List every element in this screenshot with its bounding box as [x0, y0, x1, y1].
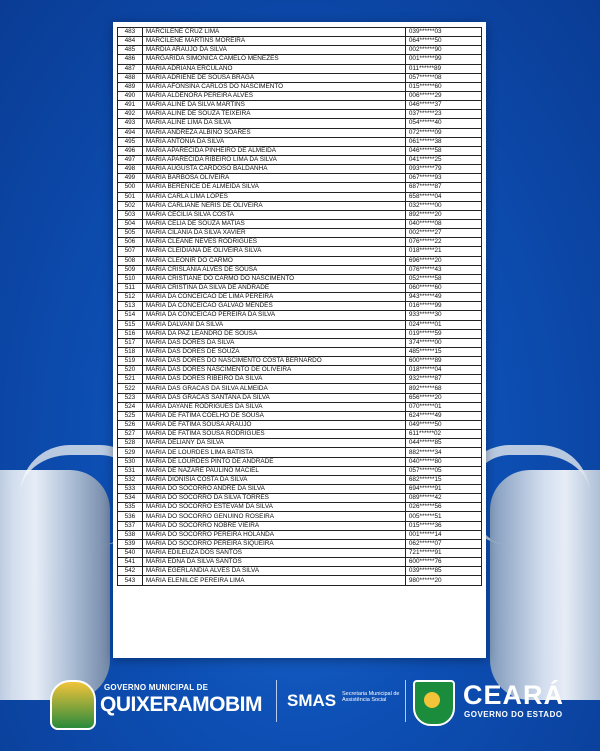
- row-number: 543: [118, 576, 143, 585]
- beneficiary-name: MARIA AFONSINA CARLOS DO NASCIMENTO: [142, 82, 405, 91]
- masked-cpf: 054******40: [405, 119, 481, 128]
- table-row: [118, 293, 482, 302]
- table-row: [118, 192, 482, 201]
- row-number: 513: [118, 302, 143, 311]
- masked-cpf: 611******02: [405, 430, 481, 439]
- table-row: [118, 155, 482, 164]
- row-number: 496: [118, 146, 143, 155]
- row-number: 512: [118, 293, 143, 302]
- row-number: 519: [118, 357, 143, 366]
- masked-cpf: 002******90: [405, 46, 481, 55]
- table-row: [118, 512, 482, 521]
- row-number: 502: [118, 201, 143, 210]
- table-row: [118, 521, 482, 530]
- row-number: 542: [118, 567, 143, 576]
- beneficiary-name: MARIA APARECIDA PINHEIRO DE ALMEIDA: [142, 146, 405, 155]
- row-number: 492: [118, 110, 143, 119]
- row-number: 524: [118, 402, 143, 411]
- beneficiary-name: MARIA ANDREZA ALBINO SOARES: [142, 128, 405, 137]
- masked-cpf: 057******05: [405, 466, 481, 475]
- masked-cpf: 002******27: [405, 229, 481, 238]
- table-row: [118, 247, 482, 256]
- masked-cpf: 001******14: [405, 530, 481, 539]
- table-row: [118, 448, 482, 457]
- beneficiary-name: MARIA DE NAZARE PAULINO MACIEL: [142, 466, 405, 475]
- masked-cpf: 932******87: [405, 375, 481, 384]
- row-number: 486: [118, 55, 143, 64]
- row-number: 515: [118, 320, 143, 329]
- masked-cpf: 057******08: [405, 73, 481, 82]
- beneficiary-name: MARIA DAS DORES NASCIMENTO DE OLIVEIRA: [142, 366, 405, 375]
- row-number: 520: [118, 366, 143, 375]
- table-row: [118, 229, 482, 238]
- row-number: 523: [118, 393, 143, 402]
- table-row: [118, 55, 482, 64]
- row-number: 517: [118, 338, 143, 347]
- beneficiary-name: MARIA CELIA DE SOUZA MATIAS: [142, 219, 405, 228]
- ceara-state-emblem-icon: [413, 680, 455, 726]
- masked-cpf: 044******85: [405, 439, 481, 448]
- table-row: [118, 503, 482, 512]
- beneficiary-name: MARIA CRISTIANE DO CARMO DO NASCIMENTO: [142, 274, 405, 283]
- row-number: 521: [118, 375, 143, 384]
- row-number: 493: [118, 119, 143, 128]
- masked-cpf: 018******21: [405, 247, 481, 256]
- table-row: [118, 210, 482, 219]
- table-row: [118, 338, 482, 347]
- row-number: 535: [118, 503, 143, 512]
- beneficiary-name: MARIA ALDENORA PEREIRA ALVES: [142, 91, 405, 100]
- row-number: 534: [118, 494, 143, 503]
- beneficiary-name: MARIA DE FATIMA SOUSA ARAUJO: [142, 421, 405, 430]
- beneficiary-name: MARIA CLEONIR DO CARMO: [142, 256, 405, 265]
- row-number: 514: [118, 311, 143, 320]
- table-row: [118, 457, 482, 466]
- masked-cpf: 039******03: [405, 28, 481, 37]
- row-number: 501: [118, 192, 143, 201]
- row-number: 539: [118, 539, 143, 548]
- beneficiary-name: MARIA DO SOCORRO NOBRE VIEIRA: [142, 521, 405, 530]
- masked-cpf: 485******15: [405, 347, 481, 356]
- masked-cpf: 061******38: [405, 137, 481, 146]
- masked-cpf: 687******87: [405, 183, 481, 192]
- masked-cpf: 067******93: [405, 174, 481, 183]
- masked-cpf: 019******59: [405, 329, 481, 338]
- smas-subtitle: Secretaria Municipal de Assistência Social: [342, 691, 400, 703]
- table-row: [118, 485, 482, 494]
- row-number: 504: [118, 219, 143, 228]
- table-row: [118, 302, 482, 311]
- masked-cpf: 052******58: [405, 274, 481, 283]
- beneficiary-name: MARCILENE MARTINS MOREIRA: [142, 37, 405, 46]
- row-number: 484: [118, 37, 143, 46]
- table-row: [118, 311, 482, 320]
- masked-cpf: 046******58: [405, 146, 481, 155]
- table-row: [118, 219, 482, 228]
- table-row: [118, 430, 482, 439]
- table-row: [118, 539, 482, 548]
- masked-cpf: 624******49: [405, 411, 481, 420]
- table-row: [118, 357, 482, 366]
- masked-cpf: 882******34: [405, 448, 481, 457]
- table-row: [118, 256, 482, 265]
- masked-cpf: 024******01: [405, 320, 481, 329]
- masked-cpf: 032******00: [405, 201, 481, 210]
- masked-cpf: 656******20: [405, 393, 481, 402]
- masked-cpf: 694******91: [405, 485, 481, 494]
- footer: [0, 672, 600, 751]
- table-row: [118, 183, 482, 192]
- masked-cpf: 658******04: [405, 192, 481, 201]
- row-number: 508: [118, 256, 143, 265]
- row-number: 491: [118, 101, 143, 110]
- beneficiary-list-sheet: [113, 22, 486, 658]
- beneficiary-name: MARIA DE FATIMA SOUSA RODRIGUES: [142, 430, 405, 439]
- row-number: 528: [118, 439, 143, 448]
- table-row: [118, 64, 482, 73]
- row-number: 489: [118, 82, 143, 91]
- table-row: [118, 475, 482, 484]
- table-row: [118, 146, 482, 155]
- masked-cpf: 039******85: [405, 567, 481, 576]
- table-row: [118, 375, 482, 384]
- table-row: [118, 265, 482, 274]
- table-row: [118, 28, 482, 37]
- row-number: 527: [118, 430, 143, 439]
- masked-cpf: 933******30: [405, 311, 481, 320]
- beneficiary-name: MARIA DIONISIA COSTA DA SILVA: [142, 475, 405, 484]
- row-number: 510: [118, 274, 143, 283]
- masked-cpf: 015******36: [405, 521, 481, 530]
- beneficiary-name: MARIA DAS GRACAS DA SILVA ALMEIDA: [142, 384, 405, 393]
- row-number: 533: [118, 485, 143, 494]
- ceara-logo-text: CEARÁ: [463, 680, 565, 710]
- masked-cpf: 093******79: [405, 165, 481, 174]
- beneficiary-name: MARIA ADRIANA ERCULANO: [142, 64, 405, 73]
- masked-cpf: 076******22: [405, 238, 481, 247]
- table-row: [118, 73, 482, 82]
- row-number: 497: [118, 155, 143, 164]
- beneficiary-name: MARIA ALINE DE SOUZA TEIXEIRA: [142, 110, 405, 119]
- masked-cpf: 041******25: [405, 155, 481, 164]
- beneficiary-table-body: [118, 28, 482, 586]
- masked-cpf: 943******49: [405, 293, 481, 302]
- row-number: 530: [118, 457, 143, 466]
- row-number: 506: [118, 238, 143, 247]
- beneficiary-name: MARIA AUGUSTA CARDOSO BALDANHA: [142, 165, 405, 174]
- masked-cpf: 040******80: [405, 457, 481, 466]
- table-row: [118, 165, 482, 174]
- row-number: 485: [118, 46, 143, 55]
- table-row: [118, 576, 482, 585]
- masked-cpf: 026******56: [405, 503, 481, 512]
- row-number: 537: [118, 521, 143, 530]
- table-row: [118, 91, 482, 100]
- masked-cpf: 600******89: [405, 357, 481, 366]
- beneficiary-name: MARIA CARLA LIMA LOPES: [142, 192, 405, 201]
- masked-cpf: 049******50: [405, 421, 481, 430]
- row-number: 487: [118, 64, 143, 73]
- beneficiary-name: MARIA DO SOCORRO PEREIRA HOLANDA: [142, 530, 405, 539]
- beneficiary-name: MARIA DA CONCEICAO PEREIRA DA SILVA: [142, 311, 405, 320]
- municipal-government-label: GOVERNO MUNICIPAL DE: [104, 683, 209, 692]
- table-row: [118, 82, 482, 91]
- row-number: 507: [118, 247, 143, 256]
- table-row: [118, 101, 482, 110]
- masked-cpf: 040******08: [405, 219, 481, 228]
- beneficiary-name: MARIA DO SOCORRO PEREIRA SIQUEIRA: [142, 539, 405, 548]
- table-row: [118, 366, 482, 375]
- table-row: [118, 128, 482, 137]
- table-row: [118, 137, 482, 146]
- row-number: 529: [118, 448, 143, 457]
- row-number: 509: [118, 265, 143, 274]
- beneficiary-name: MARGARIDA SIMONICA CAMELO MENEZES: [142, 55, 405, 64]
- beneficiary-name: MARIA DAYANE RODRIGUES DA SILVA: [142, 402, 405, 411]
- beneficiary-name: MARIA DELIANY DA SILVA: [142, 439, 405, 448]
- masked-cpf: 046******37: [405, 101, 481, 110]
- beneficiary-name: MARIA DAS DORES DE SOUZA: [142, 347, 405, 356]
- masked-cpf: 070******01: [405, 402, 481, 411]
- row-number: 488: [118, 73, 143, 82]
- beneficiary-name: MARIA CRISTINA DA SILVA DE ANDRADE: [142, 283, 405, 292]
- row-number: 499: [118, 174, 143, 183]
- beneficiary-name: MARIA ANTONIA DA SILVA: [142, 137, 405, 146]
- gas-cylinder-left: [0, 470, 110, 700]
- row-number: 518: [118, 347, 143, 356]
- table-row: [118, 466, 482, 475]
- masked-cpf: 892******20: [405, 210, 481, 219]
- beneficiary-name: MARIA APARECIDA RIBEIRO LIMA DA SILVA: [142, 155, 405, 164]
- table-row: [118, 238, 482, 247]
- beneficiary-name: MARIA DE FATIMA COELHO DE SOUSA: [142, 411, 405, 420]
- beneficiary-name: MARIA DAS DORES RIBEIRO DA SILVA: [142, 375, 405, 384]
- beneficiary-name: MARIA DO SOCORRO ANDRE DA SILVA: [142, 485, 405, 494]
- masked-cpf: 721******91: [405, 549, 481, 558]
- masked-cpf: 018******04: [405, 366, 481, 375]
- beneficiary-name: MARIA CLEANE NEVES RODRIGUES: [142, 238, 405, 247]
- beneficiary-name: MARIA CLEIDIANA DE OLIVEIRA SILVA: [142, 247, 405, 256]
- row-number: 490: [118, 91, 143, 100]
- beneficiary-name: MARIA CRISLANIA ALVES DE SOUSA: [142, 265, 405, 274]
- row-number: 532: [118, 475, 143, 484]
- table-row: [118, 558, 482, 567]
- beneficiary-name: MARIA CECILIA SILVA COSTA: [142, 210, 405, 219]
- masked-cpf: 015******60: [405, 82, 481, 91]
- beneficiary-name: MARIA CILANIA DA SILVA XAVIER: [142, 229, 405, 238]
- row-number: 525: [118, 411, 143, 420]
- beneficiary-name: MARIA DA CONCEICAO DE LIMA PEREIRA: [142, 293, 405, 302]
- table-row: [118, 119, 482, 128]
- beneficiary-name: MARIA DO SOCORRO GENUINO ROSEIRA: [142, 512, 405, 521]
- row-number: 526: [118, 421, 143, 430]
- row-number: 498: [118, 165, 143, 174]
- row-number: 541: [118, 558, 143, 567]
- masked-cpf: 062******07: [405, 539, 481, 548]
- beneficiary-name: MARIA DALVANI DA SILVA: [142, 320, 405, 329]
- beneficiary-name: MARIA EDNA DA SILVA SANTOS: [142, 558, 405, 567]
- table-row: [118, 46, 482, 55]
- smas-logo-text: SMAS: [287, 691, 337, 710]
- masked-cpf: 980******20: [405, 576, 481, 585]
- masked-cpf: 682******15: [405, 475, 481, 484]
- masked-cpf: 037******23: [405, 110, 481, 119]
- masked-cpf: 001******99: [405, 55, 481, 64]
- state-government-label: GOVERNO DO ESTADO: [464, 710, 563, 719]
- beneficiary-name: MARIA DE LOURDES PINTO DE ANDRADE: [142, 457, 405, 466]
- table-row: [118, 384, 482, 393]
- masked-cpf: 600******76: [405, 558, 481, 567]
- table-row: [118, 567, 482, 576]
- table-row: [118, 174, 482, 183]
- beneficiary-name: MARDIA ARAUJO DA SILVA: [142, 46, 405, 55]
- masked-cpf: 374******00: [405, 338, 481, 347]
- row-number: 522: [118, 384, 143, 393]
- beneficiary-name: MARIA ALINE LIMA DA SILVA: [142, 119, 405, 128]
- table-row: [118, 283, 482, 292]
- table-row: [118, 110, 482, 119]
- beneficiary-name: MARIA DA CONCEICAO GALVAO MENDES: [142, 302, 405, 311]
- beneficiary-name: MARIA DE LOURDES LIMA BATISTA: [142, 448, 405, 457]
- table-row: [118, 393, 482, 402]
- footer-divider: [276, 680, 277, 722]
- table-row: [118, 494, 482, 503]
- masked-cpf: 892******68: [405, 384, 481, 393]
- beneficiary-name: MARIA CARLIANE NERIS DE OLIVEIRA: [142, 201, 405, 210]
- row-number: 538: [118, 530, 143, 539]
- table-row: [118, 421, 482, 430]
- table-row: [118, 411, 482, 420]
- row-number: 503: [118, 210, 143, 219]
- footer-divider: [405, 680, 406, 722]
- row-number: 505: [118, 229, 143, 238]
- beneficiary-name: MARCILENE CRUZ LIMA: [142, 28, 405, 37]
- row-number: 531: [118, 466, 143, 475]
- masked-cpf: 011******89: [405, 64, 481, 73]
- gas-cylinder-right: [490, 470, 600, 700]
- beneficiary-name: MARIA ELENILCE PEREIRA LIMA: [142, 576, 405, 585]
- table-row: [118, 37, 482, 46]
- masked-cpf: 060******60: [405, 283, 481, 292]
- table-row: [118, 402, 482, 411]
- row-number: 516: [118, 329, 143, 338]
- masked-cpf: 072******09: [405, 128, 481, 137]
- beneficiary-table: [117, 27, 482, 586]
- masked-cpf: 696******20: [405, 256, 481, 265]
- masked-cpf: 016******99: [405, 302, 481, 311]
- beneficiary-name: MARIA BERENICE DE ALMEIDA SILVA: [142, 183, 405, 192]
- beneficiary-name: MARIA ALINE DA SILVA MARTINS: [142, 101, 405, 110]
- table-row: [118, 439, 482, 448]
- beneficiary-name: MARIA ADRIENE DE SOUSA BRAGA: [142, 73, 405, 82]
- beneficiary-name: MARIA DAS DORES DO NASCIMENTO COSTA BERNARDO: [142, 357, 405, 366]
- row-number: 495: [118, 137, 143, 146]
- beneficiary-name: MARIA DO SOCORRO DA SILVA TORRES: [142, 494, 405, 503]
- row-number: 494: [118, 128, 143, 137]
- beneficiary-name: MARIA BARBOSA OLIVEIRA: [142, 174, 405, 183]
- masked-cpf: 064******50: [405, 37, 481, 46]
- row-number: 536: [118, 512, 143, 521]
- table-row: [118, 530, 482, 539]
- row-number: 483: [118, 28, 143, 37]
- table-row: [118, 201, 482, 210]
- row-number: 511: [118, 283, 143, 292]
- table-row: [118, 347, 482, 356]
- table-row: [118, 329, 482, 338]
- municipality-name: QUIXERAMOBIM: [100, 693, 262, 716]
- row-number: 540: [118, 549, 143, 558]
- masked-cpf: 005******51: [405, 512, 481, 521]
- row-number: 500: [118, 183, 143, 192]
- table-row: [118, 549, 482, 558]
- masked-cpf: 006******29: [405, 91, 481, 100]
- beneficiary-name: MARIA EDILEUZA DOS SANTOS: [142, 549, 405, 558]
- beneficiary-name: MARIA DAS GRACAS SANTANA DA SILVA: [142, 393, 405, 402]
- table-row: [118, 320, 482, 329]
- beneficiary-name: MARIA EGERLANDIA ALVES DA SILVA: [142, 567, 405, 576]
- table-row: [118, 274, 482, 283]
- beneficiary-name: MARIA DO SOCORRO ESTEVAM DA SILVA: [142, 503, 405, 512]
- beneficiary-name: MARIA DAS DORES DA SILVA: [142, 338, 405, 347]
- masked-cpf: 089******42: [405, 494, 481, 503]
- beneficiary-name: MARIA DA PAZ LEANDRO DE SOUSA: [142, 329, 405, 338]
- quixeramobim-coat-of-arms-icon: [50, 680, 96, 730]
- masked-cpf: 076******43: [405, 265, 481, 274]
